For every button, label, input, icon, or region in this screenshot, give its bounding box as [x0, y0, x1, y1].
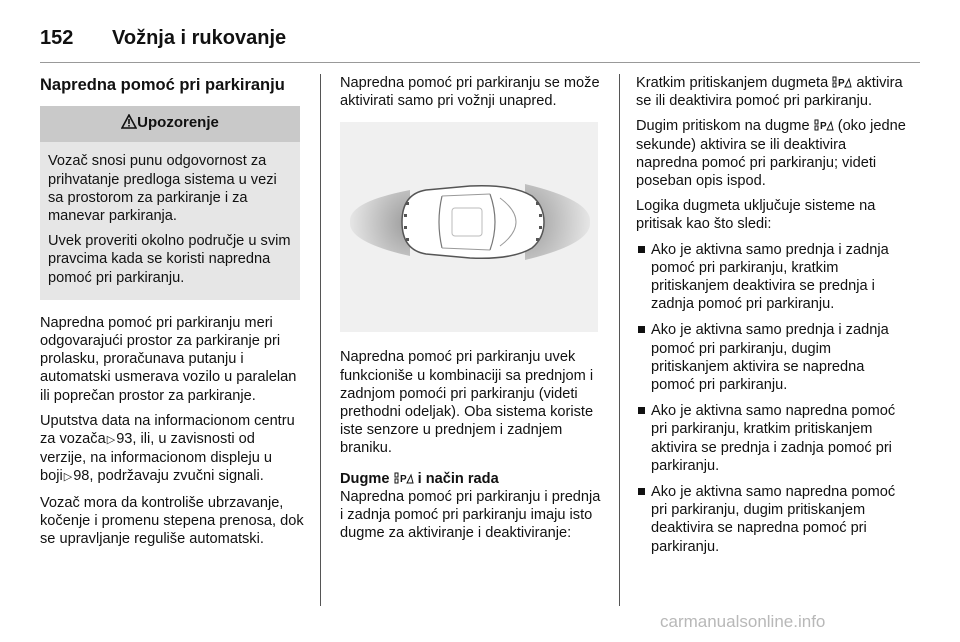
page-reference-arrow-icon: ▷: [63, 471, 73, 484]
header-divider: [40, 62, 920, 63]
column-divider-2: [619, 74, 620, 606]
warning-label: Upozorenje: [137, 114, 219, 132]
paragraph: Napredna pomoć pri parkiranju i prednja i zadnja pomoć pri parkiranju imaju isto dugme za aktiviranje i deaktiviranje:: [340, 488, 601, 542]
subheading: Dugme i način rada: [340, 470, 499, 487]
page-number: 152: [40, 26, 74, 49]
warning-triangle-icon: [121, 114, 137, 129]
parking-assist-button-icon: [394, 472, 414, 484]
bullet-square-icon: [638, 326, 645, 333]
bullet-square-icon: [638, 407, 645, 414]
column-divider-1: [320, 74, 321, 606]
page-header: [40, 18, 920, 58]
paragraph-with-refs: Uputstva data na informacionom centru za vozača▷93, ili, u zavisnosti od verzije, na informacionom displeju u boji▷98, podržavaju zvučni signali.: [40, 412, 295, 485]
chapter-title: Vožnja i rukovanje: [112, 26, 287, 49]
paragraph: Vozač mora da kontroliše ubrzavanje, kočenje i promenu stepena prenosa, dok se upravljanje reguliše automatski.: [40, 494, 304, 548]
warning-header: [40, 106, 300, 142]
warning-text-2: Uvek proveriti okolno područje u svim pravcima kada se koristi napredna pomoć pri parkiranju.: [48, 233, 291, 286]
car-sensor-zones-image: [340, 122, 598, 332]
warning-text-1: Vozač snosi punu odgovornost za prihvatanje predloga sistema u vezi sa prostorom za parkiranje i za manevar parkiranja.: [48, 153, 277, 225]
bullet-list: [636, 241, 906, 556]
list-item: Ako je aktivna samo prednja i zadnja pomoć pri parkiranju, dugim pritiskanjem aktivira se napredna pomoć pri parkiranju.: [636, 321, 906, 394]
warning-box: [40, 106, 300, 300]
paragraph: Napredna pomoć pri parkiranju uvek funkcioniše u kombinaciji sa prednjom i zadnjom pomoći pri parkiranju (videti prethodni odeljak). Oba sistema koriste iste senzore u prednjem i zadnjem braniku.: [340, 349, 594, 457]
list-item: Ako je aktivna samo napredna pomoć pri parkiranju, kratkim pritiskanjem aktivira se prednja i zadnja pomoć pri parkiranju.: [636, 402, 906, 475]
parking-assist-button-icon: [832, 76, 852, 88]
list-item: Ako je aktivna samo prednja i zadnja pomoć pri parkiranju, kratkim pritiskanjem deaktivira se prednja i zadnja pomoć pri parkiranju.: [636, 241, 906, 314]
paragraph: Napredna pomoć pri parkiranju se može aktivirati samo pri vožnji unapred.: [340, 75, 600, 110]
parking-sensor-illustration: [340, 122, 598, 332]
paragraph: Napredna pomoć pri parkiranju meri odgovarajući prostor za parkiranje pri prolasku, proračunava putanju i automatski usmerava vozilo u paralelan ili poprečan prostor za parkiranje.: [40, 314, 297, 404]
page-ref-link[interactable]: 93: [116, 431, 133, 448]
page-ref-link[interactable]: 98: [73, 468, 90, 485]
bullet-square-icon: [638, 246, 645, 253]
paragraph: Logika dugmeta uključuje sisteme na pritisak kao što sledi:: [636, 198, 876, 233]
warning-body: [40, 142, 300, 299]
section-title: Napredna pomoć pri parkiranju: [40, 76, 285, 94]
watermark: carmanualsonline.info: [660, 612, 826, 631]
column-1: [40, 74, 304, 555]
column-3: [636, 74, 906, 564]
column-2: [340, 74, 604, 549]
parking-assist-button-icon: [814, 119, 834, 131]
paragraph-with-icon: Dugim pritiskom na dugme (oko jedne sekunde) aktivira se ili deaktivira napredna pomoć pri parkiranju; videti poseban opis ispod.: [636, 118, 906, 190]
paragraph-with-icon: Kratkim pritiskanjem dugmeta aktivira se ili deaktivira pomoć pri parkiranju.: [636, 75, 903, 110]
bullet-square-icon: [638, 488, 645, 495]
page-reference-arrow-icon: ▷: [106, 434, 116, 447]
list-item: Ako je aktivna samo napredna pomoć pri parkiranju, dugim pritiskanjem deaktivira se napredna pomoć pri parkiranju.: [636, 483, 906, 556]
